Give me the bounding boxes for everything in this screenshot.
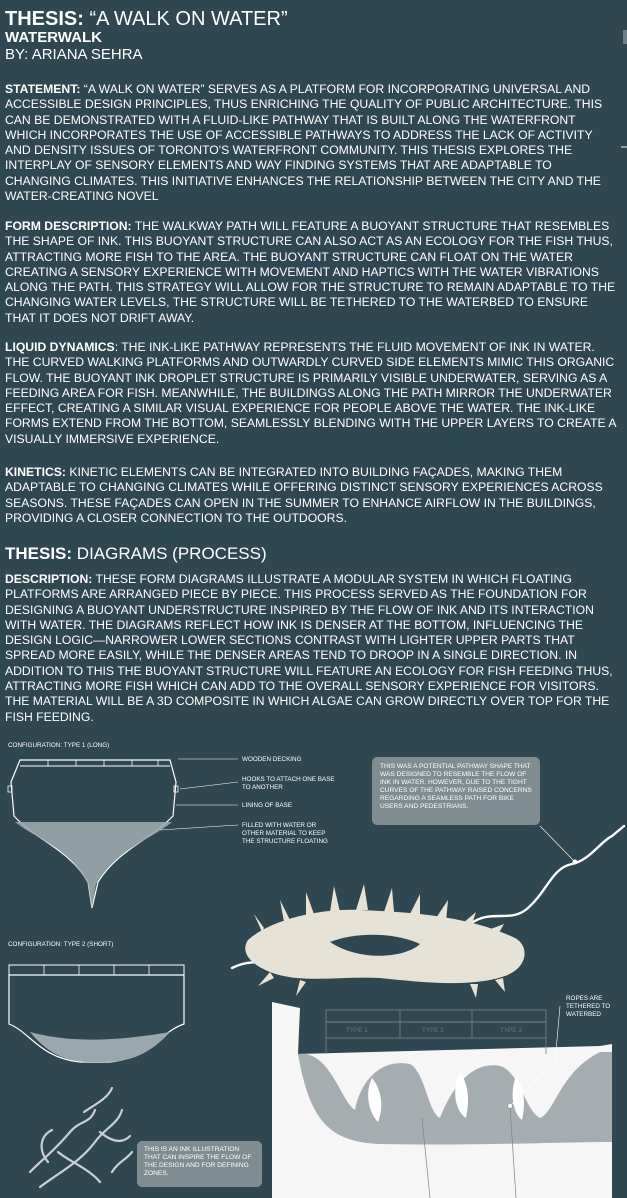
label-filled-line2: OTHER MATERIAL TO KEEP bbox=[242, 830, 326, 837]
statement-paragraph: STATEMENT: “A WALK ON WATER” SERVES AS A PLATFORM FOR INCORPORATING UNIVERSAL AND ACCESSIBLE DESIGN PRINCIPLES, THUS ENRICHING THE QUALITY OF PUBLIC ARCHITECTURE. THIS CAN BE DEMONSTRATED WITH A FLUID-LIKE PATHWAY THAT IS BUILT ALONG THE WATERFRONT WHICH INCORPORATES THE USE OF ACCESSIBLE PATHWAYS TO ADDRESS THE LACK OF ACTIVITY AND DENSITY ISSUES OF TORONTO'S WATERFRONT COMMUNITY. THIS THESIS EXPLORES THE INTERPLAY OF SENSORY ELEMENTS AND WAY FINDING SYSTEMS THAT ARE ADAPTABLE TO CHANGING CLIMATES. THIS INITIATIVE ENHANCES THE RELATIONSHIP BETWEEN THE CITY AND THE WATER-CREATING NOVEL bbox=[5, 82, 603, 204]
author-line: BY: ARIANA SEHRA bbox=[5, 46, 143, 63]
label-wooden-decking: WOODEN DECKING bbox=[242, 756, 302, 763]
project-subtitle: WATERWALK bbox=[5, 29, 102, 46]
ropes-label-line1: ROPES ARE bbox=[566, 995, 603, 1002]
type1-float-diagram bbox=[8, 759, 238, 908]
pathway-callout-leader bbox=[540, 826, 575, 862]
diagrams-section-title: THESIS: DIAGRAMS (PROCESS) bbox=[5, 544, 267, 563]
kinetics-paragraph: KINETICS: KINETIC ELEMENTS CAN BE INTEGRATED INTO BUILDING FAÇADES, MAKING THEM ADAPTABLE TO CHANGING CLIMATES WHILE OFFERING DISTINCT SENSORY EXPERIENCES ACROSS SEASONS. THESE FAÇADES CAN OPEN IN THE SUMMER TO ENHANCE AIRFLOW IN THE BUILDINGS, PROVIDING A CLOSER CONNECTION TO THE OUTDOORS. bbox=[5, 465, 603, 525]
ropes-label-line3: WATERBED bbox=[566, 1011, 601, 1018]
pathway-note-callout: THIS WAS A POTENTIAL PATHWAY SHAPE THAT WAS DESIGNED TO RESEMBLE THE FLOW OF INK IN WATER. HOWEVER, DUE TO THE TIGHT CURVES OF THE PATHWAY RAISED CONCERNS REGARDING A SEAMLESS PATH FOR BIKE USERS AND PEDESTRIANS. bbox=[372, 757, 540, 825]
description-paragraph: DESCRIPTION: THESE FORM DIAGRAMS ILLUSTRATE A MODULAR SYSTEM IN WHICH FLOATING PLATFORMS ARE ARRANGED PIECE BY PIECE. THIS PROCESS SERVED AS THE FOUNDATION FOR DESIGNING A BUOYANT UNDERSTRUCTURE INSPIRED BY THE FLOW OF INK AND ITS INTERACTION WITH WATER. THE DIAGRAMS REFLECT HOW INK IS DENSER AT THE BOTTOM, INFLUENCING THE DESIGN LOGIC—NARROWER LOWER SECTIONS CONTRAST WITH LIGHTER UPPER PARTS THAT SPREAD MORE EASILY, WHILE THE DENSER AREAS TEND TO DROOP IN A SINGLE DIRECTION. IN ADDITION TO THIS THE BUOYANT STRUCTURE WILL FEATURE AN ECOLOGY FOR FISH FEEDING THUS, ATTRACTING MORE FISH WHICH CAN ADD TO THE OVERALL SENSORY EXPERIENCE FOR VISITORS. THE MATERIAL WILL BE A 3D COMPOSITE IN WHICH ALGAE CAN GROW DIRECTLY OVER TOP FOR THE FISH FEEDING. bbox=[5, 572, 613, 724]
title-block bbox=[5, 8, 605, 64]
diagram1-config-label: CONFIGURATION: TYPE 1 (LONG) bbox=[8, 742, 110, 749]
diagram2-config-label: CONFIGURATION: TYPE 2 (SHORT) bbox=[8, 941, 114, 948]
label-hooks-line2: TO ANOTHER bbox=[242, 784, 283, 791]
page-title: THESIS: “A WALK ON WATER” bbox=[5, 8, 288, 30]
ink-illustration bbox=[30, 1088, 132, 1187]
liquid-dynamics-paragraph: LIQUID DYNAMICS: THE INK-LIKE PATHWAY REPRESENTS THE FLUID MOVEMENT OF INK IN WATER. THE CURVED WALKING PLATFORMS AND OUTWARDLY CURVED SIDE ELEMENTS MIMIC THIS ORGANIC FLOW. THE BUOYANT INK DROPLET STRUCTURE IS PRIMARILY VISIBLE UNDERWATER, SERVING AS A FEEDING AREA FOR FISH. MEANWHILE, THE BUILDINGS ALONG THE PATH MIRROR THE UNDERWATER EFFECT, CREATING A SIMILAR VISUAL EXPERIENCE FOR PEOPLE ABOVE THE WATER. THE INK-LIKE FORMS EXTEND FROM THE BOTTOM, SEAMLESSLY BLENDING WITH THE UPPER LAYERS TO CREATE A VISUALLY IMMERSIVE EXPERIENCE. bbox=[5, 340, 616, 446]
type2-float-diagram bbox=[9, 965, 184, 1062]
ropes-label-line2: TETHERED TO bbox=[566, 1003, 611, 1010]
label-filled-line1: FILLED WITH WATER OR bbox=[242, 822, 317, 829]
edge-mark bbox=[621, 146, 627, 148]
label-lining: LINING OF BASE bbox=[242, 802, 293, 809]
label-hooks-line1: HOOKS TO ATTACH ONE BASE bbox=[242, 776, 335, 783]
section-type3-label: TYPE 3 bbox=[500, 1027, 522, 1034]
edge-mark bbox=[623, 30, 627, 44]
label-filled-line3: THE STRUCTURE FLOATING bbox=[242, 838, 328, 845]
section-type2-label: TYPE 2 bbox=[422, 1027, 444, 1034]
section-type1-label: TYPE 1 bbox=[346, 1027, 368, 1034]
ink-note-callout: THIS IS AN INK ILLUSTRATION THAT CAN INSPIRE THE FLOW OF THE DESIGN AND FOR DEFINING ZONES. bbox=[137, 1141, 262, 1187]
form-description-paragraph: FORM DESCRIPTION: THE WALKWAY PATH WILL FEATURE A BUOYANT STRUCTURE THAT RESEMBLES THE SHAPE OF INK. THIS BUOYANT STRUCTURE CAN ALSO ACT AS AN ECOLOGY FOR THE FISH THUS, ATTRACTING MORE FISH TO THE AREA. THE BUOYANT STRUCTURE CAN FLOAT ON THE WATER CREATING A SENSORY EXPERIENCE WITH MOVEMENT AND HAPTICS WITH THE WATER VIBRATIONS ALONG THE PATH. THIS STRATEGY WILL ALLOW FOR THE STRUCTURE TO REMAIN ADAPTABLE TO THE CHANGING WATER LEVELS, THE STRUCTURE WILL BE TETHERED TO THE WATERBED TO ENSURE THAT IT DOES NOT DRIFT AWAY. bbox=[5, 219, 616, 325]
buoyant-structure-model bbox=[245, 884, 524, 998]
